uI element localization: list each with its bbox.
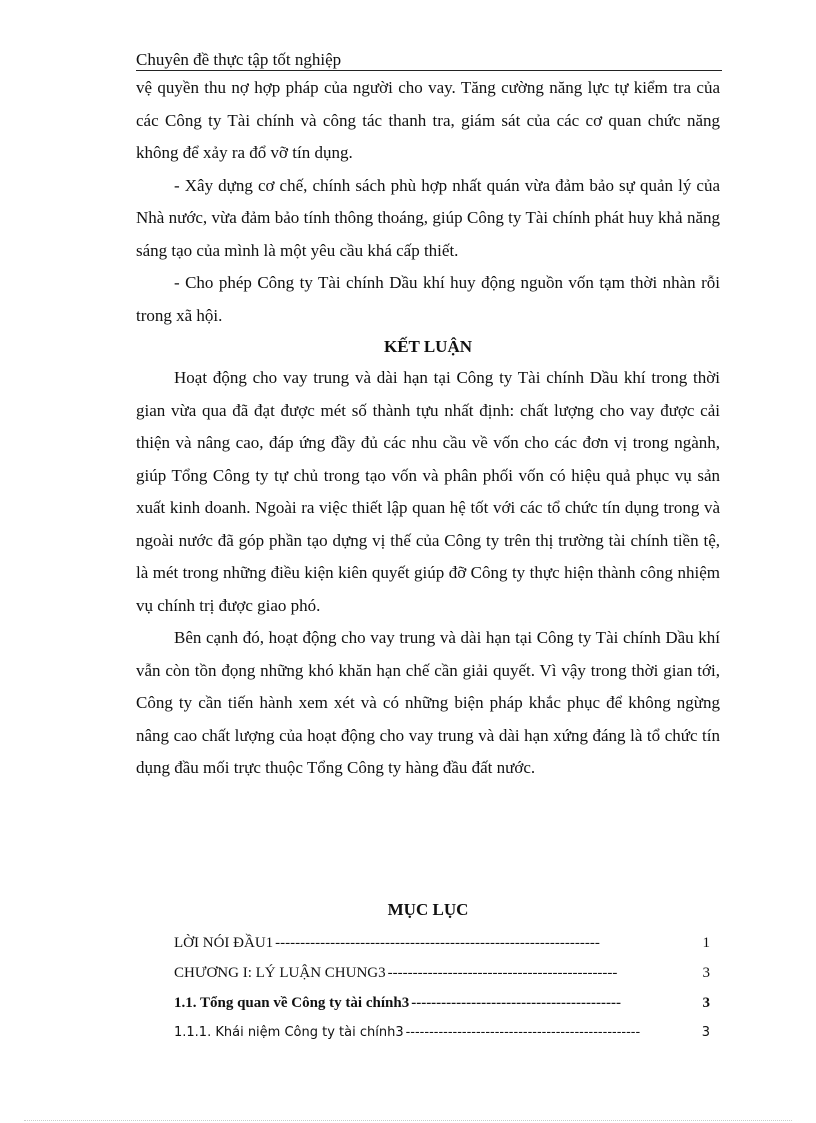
toc-entry-page: 3 — [701, 1025, 710, 1040]
toc-entry-text: LỜI NÓI ĐẦU1 — [174, 935, 274, 951]
toc-entry-text: 1.1. Tổng quan về Công ty tài chính3 — [174, 995, 410, 1011]
toc-entry-text: CHƯƠNG I: LÝ LUẬN CHUNG3 — [174, 965, 386, 981]
page-header — [136, 50, 722, 71]
toc-entry-leader: ------------------------------------------ — [411, 988, 700, 1018]
paragraph-funding: - Cho phép Công ty Tài chính Dầu khí huy động nguồn vốn tạm thời nhàn rỗi trong xã hội. — [136, 273, 720, 325]
paragraph-policy: - Xây dựng cơ chế, chính sách phù hợp nhất quán vừa đảm bảo sự quản lý của Nhà nước, vừa đảm bảo tính thông thoáng, giúp Công ty Tài chính phát huy khả năng sáng tạo của mình là một yêu cầu khá cấp thiết. — [136, 175, 720, 260]
paragraph-continuation: vệ quyền thu nợ hợp pháp của người cho vay. Tăng cường năng lực tự kiểm tra của các Công ty Tài chính và công tác thanh tra, giám sát của các cơ quan chức năng không để xảy ra đổ vỡ tín dụng. — [136, 78, 720, 162]
table-of-contents — [174, 928, 710, 1048]
toc-entry-leader: ----------------------------------------------------------------- — [275, 928, 700, 958]
toc-entry-loi-noi-dau[interactable] — [174, 928, 710, 958]
toc-entry-1-1[interactable] — [174, 988, 710, 1018]
page-bottom-divider — [24, 1120, 792, 1121]
conclusion-paragraph-2: Bên cạnh đó, hoạt động cho vay trung và dài hạn tại Công ty Tài chính Dầu khí vẫn còn tồn đọng những khó khăn hạn chế cần giải quyết. Vì vậy trong thời gian tới, Công ty cần tiến hành xem xét và có những biện pháp khắc phục để không ngừng nâng cao chất lượng của hoạt động cho vay trung và dài hạn xứng đáng là tổ chức tín dụng đầu mối trực thuộc Tổng Công ty hàng đầu đất nước. — [136, 628, 720, 777]
document-body — [136, 72, 720, 785]
toc-heading: MỤC LỤC — [387, 900, 469, 919]
toc-entry-1-1-1[interactable] — [174, 1018, 710, 1048]
header-title: Chuyên đề thực tập tốt nghiệp — [136, 50, 342, 69]
conclusion-heading: KẾT LUẬN — [383, 337, 472, 356]
toc-entry-page: 3 — [702, 995, 710, 1011]
toc-entry-page: 1 — [702, 935, 710, 951]
toc-entry-leader: -------------------------------------------------- — [406, 1018, 700, 1048]
conclusion-paragraph-1: Hoạt động cho vay trung và dài hạn tại Công ty Tài chính Dầu khí trong thời gian vừa qua đã đạt được mét số thành tựu nhất định: chất lượng cho vay được cải thiện và nâng cao, đáp ứng đầy đủ các nhu cầu về vốn cho các đơn vị trong ngành, giúp Tổng Công ty tự chủ trong tạo vốn và phân phối vốn có hiệu quả phục vụ sản xuất kinh doanh. Ngoài ra việc thiết lập quan hệ tốt với các tổ chức tín dụng trong và ngoài nước đã góp phần tạo dựng vị thế của Công ty trên thị trường tài chính tiền tệ, là mét trong những điều kiện kiên quyết giúp đỡ Công ty thực hiện thành công nhiệm vụ chính trị được giao phó. — [136, 368, 720, 615]
toc-entry-text: 1.1.1. Khái niệm Công ty tài chính3 — [174, 1025, 404, 1040]
toc-entry-page: 3 — [702, 965, 710, 981]
toc-entry-leader: ---------------------------------------------- — [388, 958, 701, 988]
toc-entry-chuong-1[interactable] — [174, 958, 710, 988]
